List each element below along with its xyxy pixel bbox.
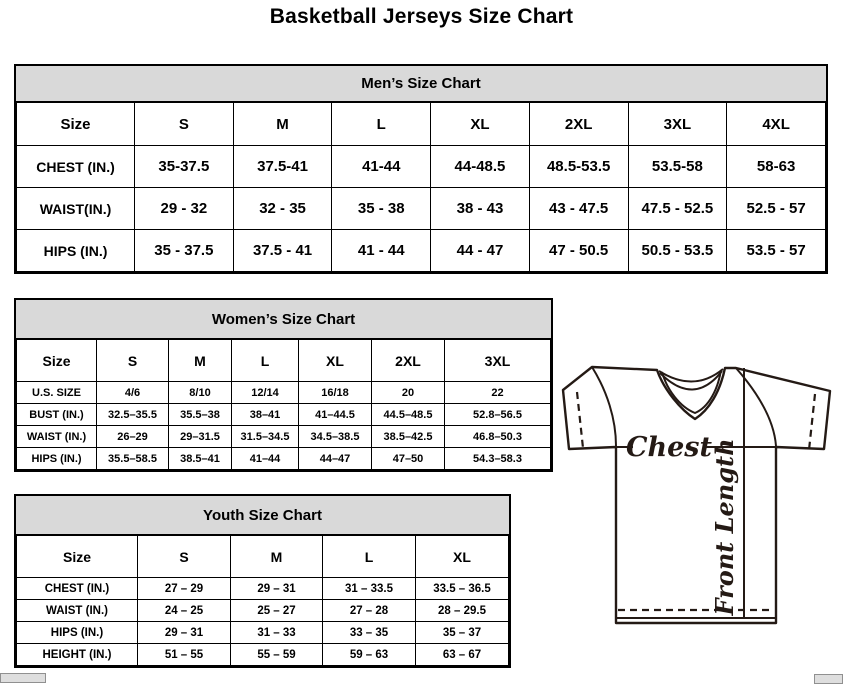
row-label: CHEST (IN.)	[17, 578, 138, 600]
cropped-cell-right	[814, 674, 843, 684]
column-header: 3XL	[628, 103, 727, 146]
size-value: 35-37.5	[135, 146, 234, 188]
column-header: XL	[299, 340, 372, 382]
size-value: 33 – 35	[323, 622, 416, 644]
size-value: 12/14	[232, 382, 299, 404]
table-row	[17, 146, 826, 188]
left-cuff-dashed-line	[577, 392, 583, 448]
size-value: 35 - 37.5	[135, 230, 234, 272]
size-value: 38.5–42.5	[372, 426, 445, 448]
size-value: 27 – 28	[323, 600, 416, 622]
size-value: 31 – 33	[231, 622, 323, 644]
table-header-row	[17, 103, 826, 146]
column-header: 3XL	[445, 340, 551, 382]
row-label: HEIGHT (IN.)	[17, 644, 138, 666]
size-value: 29 - 32	[135, 188, 234, 230]
mens-chart-title: Men’s Size Chart	[16, 66, 826, 102]
size-value: 25 – 27	[231, 600, 323, 622]
size-value: 27 – 29	[138, 578, 231, 600]
size-value: 52.8–56.5	[445, 404, 551, 426]
size-value: 16/18	[299, 382, 372, 404]
size-value: 55 – 59	[231, 644, 323, 666]
column-header: S	[97, 340, 169, 382]
front-length-label: Front Length	[710, 438, 739, 616]
column-header: XL	[431, 103, 530, 146]
size-value: 47–50	[372, 448, 445, 470]
column-header: L	[232, 340, 299, 382]
column-header: Size	[17, 103, 135, 146]
row-label: CHEST (IN.)	[17, 146, 135, 188]
size-value: 41–44.5	[299, 404, 372, 426]
table-row	[17, 426, 551, 448]
table-row	[17, 404, 551, 426]
page-title: Basketball Jerseys Size Chart	[269, 5, 574, 28]
column-header: L	[323, 536, 416, 578]
size-value: 48.5-53.5	[529, 146, 628, 188]
chest-label: Chest	[626, 432, 712, 463]
size-value: 32 - 35	[233, 188, 332, 230]
womens-size-chart	[14, 298, 553, 472]
right-cuff-dashed-line	[809, 394, 815, 450]
size-value: 41 - 44	[332, 230, 431, 272]
table-row	[17, 188, 826, 230]
womens-chart-title: Women’s Size Chart	[16, 300, 551, 339]
collar-back-curve-inner	[660, 371, 722, 390]
table-row	[17, 230, 826, 272]
size-value: 28 – 29.5	[416, 600, 509, 622]
row-label: BUST (IN.)	[17, 404, 97, 426]
size-value: 44-48.5	[431, 146, 530, 188]
mens-table	[16, 102, 826, 272]
column-header: S	[138, 536, 231, 578]
size-value: 8/10	[169, 382, 232, 404]
size-value: 41–44	[232, 448, 299, 470]
size-value: 38–41	[232, 404, 299, 426]
size-value: 44 - 47	[431, 230, 530, 272]
size-value: 38.5–41	[169, 448, 232, 470]
column-header: M	[233, 103, 332, 146]
size-value: 4/6	[97, 382, 169, 404]
table-header-row	[17, 536, 509, 578]
row-label: HIPS (IN.)	[17, 448, 97, 470]
size-value: 33.5 – 36.5	[416, 578, 509, 600]
column-header: 2XL	[372, 340, 445, 382]
size-value: 22	[445, 382, 551, 404]
column-header: S	[135, 103, 234, 146]
size-value: 63 – 67	[416, 644, 509, 666]
jersey-outline	[563, 367, 830, 623]
size-value: 41-44	[332, 146, 431, 188]
column-header: M	[169, 340, 232, 382]
youth-chart-title: Youth Size Chart	[16, 496, 509, 535]
size-value: 59 – 63	[323, 644, 416, 666]
table-row	[17, 644, 509, 666]
size-value: 43 - 47.5	[529, 188, 628, 230]
size-value: 47 - 50.5	[529, 230, 628, 272]
table-row	[17, 578, 509, 600]
size-value: 53.5-58	[628, 146, 727, 188]
size-value: 54.3–58.3	[445, 448, 551, 470]
size-value: 47.5 - 52.5	[628, 188, 727, 230]
size-value: 35.5–58.5	[97, 448, 169, 470]
row-label: WAIST(IN.)	[17, 188, 135, 230]
size-value: 29 – 31	[231, 578, 323, 600]
size-value: 29 – 31	[138, 622, 231, 644]
column-header: L	[332, 103, 431, 146]
column-header: 4XL	[727, 103, 826, 146]
size-value: 46.8–50.3	[445, 426, 551, 448]
size-value: 32.5–35.5	[97, 404, 169, 426]
size-value: 34.5–38.5	[299, 426, 372, 448]
column-header: Size	[17, 340, 97, 382]
size-value: 29–31.5	[169, 426, 232, 448]
size-value: 44–47	[299, 448, 372, 470]
table-header-row	[17, 340, 551, 382]
size-value: 35 – 37	[416, 622, 509, 644]
size-value: 35.5–38	[169, 404, 232, 426]
mens-size-chart	[14, 64, 828, 274]
row-label: U.S. SIZE	[17, 382, 97, 404]
size-value: 50.5 - 53.5	[628, 230, 727, 272]
left-armhole-seam	[592, 367, 616, 446]
size-value: 24 – 25	[138, 600, 231, 622]
size-value: 20	[372, 382, 445, 404]
table-row	[17, 448, 551, 470]
right-armhole-seam	[736, 368, 776, 446]
womens-table	[16, 339, 551, 470]
size-value: 51 – 55	[138, 644, 231, 666]
column-header: XL	[416, 536, 509, 578]
size-value: 58-63	[727, 146, 826, 188]
size-value: 37.5-41	[233, 146, 332, 188]
row-label: HIPS (IN.)	[17, 622, 138, 644]
row-label: WAIST (IN.)	[17, 600, 138, 622]
column-header: Size	[17, 536, 138, 578]
row-label: HIPS (IN.)	[17, 230, 135, 272]
table-row	[17, 382, 551, 404]
size-value: 37.5 - 41	[233, 230, 332, 272]
size-value: 31.5–34.5	[232, 426, 299, 448]
row-label: WAIST (IN.)	[17, 426, 97, 448]
cropped-cell-left	[0, 673, 46, 683]
youth-table	[16, 535, 509, 666]
jersey-measurement-diagram	[557, 357, 842, 629]
column-header: M	[231, 536, 323, 578]
youth-size-chart	[14, 494, 511, 668]
size-value: 31 – 33.5	[323, 578, 416, 600]
size-value: 44.5–48.5	[372, 404, 445, 426]
size-value: 26–29	[97, 426, 169, 448]
column-header: 2XL	[529, 103, 628, 146]
size-value: 35 - 38	[332, 188, 431, 230]
table-row	[17, 622, 509, 644]
size-value: 38 - 43	[431, 188, 530, 230]
table-row	[17, 600, 509, 622]
size-value: 52.5 - 57	[727, 188, 826, 230]
size-value: 53.5 - 57	[727, 230, 826, 272]
